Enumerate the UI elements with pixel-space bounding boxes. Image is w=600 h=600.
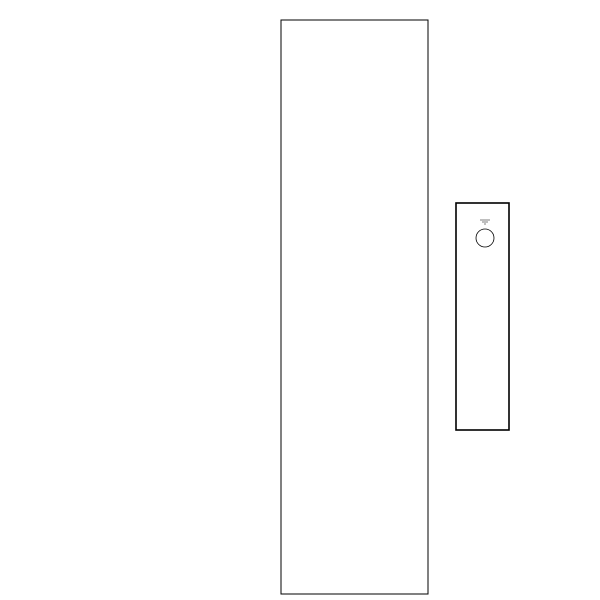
servo-motor-box xyxy=(456,203,509,430)
servo-motor xyxy=(456,203,509,430)
motor-symbol-icon xyxy=(476,229,494,247)
servo-drive-box xyxy=(281,20,428,594)
ground-icon xyxy=(480,220,490,224)
